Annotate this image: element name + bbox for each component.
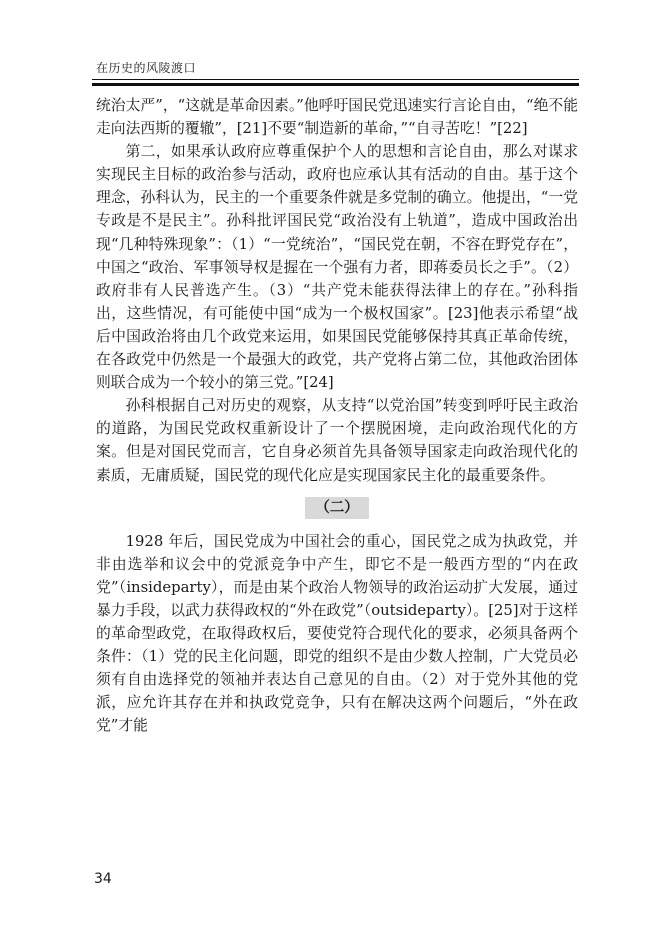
page-number: 34 — [94, 871, 112, 887]
section-heading: （二） — [305, 497, 369, 519]
section-heading-container — [96, 496, 578, 520]
body-text — [96, 94, 578, 737]
header-rule-thin — [92, 79, 579, 80]
paragraph-continued: 统治太严”，“这就是革命因素。”他呼吁国民党迅速实行言论自由，“绝不能走向法西斯的覆辙”，[21]不要“制造新的革命，”“自寻苦吃！”[22] — [96, 97, 578, 138]
running-header-title: 在历史的风陵渡口 — [96, 61, 197, 75]
paragraph-1928: 1928 年后，国民党成为中国社会的重心，国民党之成为执政党，并非由选举和议会中的党派竞争中产生，即它不是一般西方型的“内在政党”（insideparty），而是由某个政治人物领导的政治运动扩大发展，通过暴力手段，以武力获得政权的“外在政党”（outsideparty）。[25]对于这样的革命型政党，在取得政权后，要使党符合现代化的要求，必须具备两个条件：（1）党的民主化问题，即党的组织不是由少数人控制，广大党员必须有自由选择党的领袖并表达自己意见的自由。（2）对于党外其他的党派，应允许其存在并和执政党竞争，只有在解决这两个问题后，“外在政党”才能 — [96, 532, 578, 735]
paragraph-sun-ke-observation: 孙科根据自己对历史的观察，从支持“以党治国”转变到呼吁民主政治的道路，为国民党政权重新设计了一个摆脱困境，走向政治现代化的方案。但是对国民党而言，它自身必须首先具备领导国家走向政治现代化的素质，无庸质疑，国民党的现代化应是实现国家民主化的最重要条件。 — [96, 397, 578, 484]
header-rule-thick — [92, 83, 579, 86]
paragraph-second-point: 第二，如果承认政府应尊重保护个人的思想和言论自由，那么对谋求实现民主目标的政治参与活动，政府也应承认其有活动的自由。基于这个理念，孙科认为，民主的一个重要条件就是多党制的确立。他提出，“一党专政是不是民主”。孙科批评国民党“政治没有上轨道”，造成中国政治出现“几种特殊现象”：（1）“一党统治”，“国民党在朝，不容在野党存在”，中国之“政治、军事领导权是握在一个强有力者，即蒋委员长之手”。（2）政府非有人民普选产生。（3）“共产党未能获得法律上的存在。”孙科指出，这些情况，有可能使中国“成为一个极权国家”。[23]他表示希望“战后中国政治将由几个政党来运用，如果国民党能够保持其真正革命传统，在各政党中仍然是一个最强大的政党，共产党将占第二位，其他政治团体则联合成为一个较小的第三党。”[24] — [96, 143, 578, 392]
